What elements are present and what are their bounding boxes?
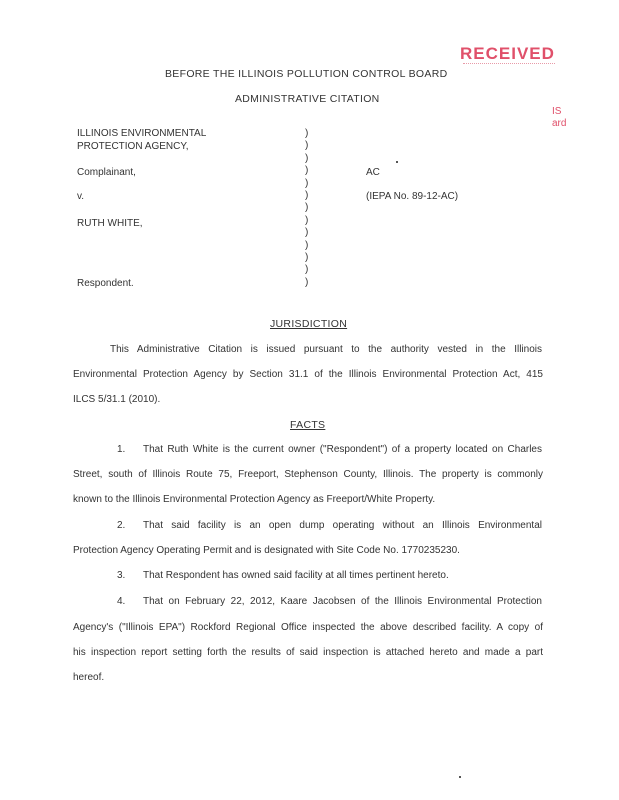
speck <box>459 776 461 778</box>
fact-line: That said facility is an open dump operating without an Illinois Environmental <box>143 520 542 531</box>
respondent-label: Respondent. <box>77 278 134 289</box>
fact-line: known to the Illinois Environmental Protection Agency as Freeport/White Property. <box>73 494 436 505</box>
respondent-name: RUTH WHITE, <box>77 218 143 229</box>
fact-number: 1. <box>117 444 126 455</box>
stamp-underline <box>463 63 555 67</box>
paren: ) <box>305 202 309 214</box>
paren: ) <box>305 214 309 226</box>
complainant-name-line1: ILLINOIS ENVIRONMENTAL <box>77 128 207 139</box>
case-number: (IEPA No. 89-12-AC) <box>366 191 459 202</box>
speck <box>396 161 398 163</box>
paren: ) <box>305 152 309 164</box>
paren: ) <box>305 190 309 202</box>
case-code: AC <box>366 167 380 178</box>
fact-number: 3. <box>117 570 126 581</box>
facts-heading: FACTS <box>290 419 326 431</box>
paren: ) <box>305 177 309 189</box>
caption-paren-column <box>305 128 313 289</box>
document-type-heading: ADMINISTRATIVE CITATION <box>235 93 380 105</box>
board-heading: BEFORE THE ILLINOIS POLLUTION CONTROL BOARD <box>165 68 448 80</box>
jurisdiction-line: ILCS 5/31.1 (2010). <box>73 394 161 405</box>
complainant-name-line2: PROTECTION AGENCY, <box>77 141 189 152</box>
fact-number: 2. <box>117 520 126 531</box>
fact-line: That Respondent has owned said facility at all times pertinent hereto. <box>143 570 449 581</box>
stamp-side-text <box>552 106 582 130</box>
fact-line: Agency's ("Illinois EPA") Rockford Regional Office inspected the above described facility. A copy of <box>73 622 543 633</box>
paren: ) <box>305 128 309 139</box>
paren: ) <box>305 276 309 288</box>
stamp-side-line: IS <box>552 106 562 117</box>
fact-line: That Ruth White is the current owner ("Respondent") of a property located on Charles <box>143 444 542 455</box>
paren: ) <box>305 264 309 276</box>
jurisdiction-line: This Administrative Citation is issued pursuant to the authority vested in the Illinois <box>110 344 542 355</box>
paren: ) <box>305 227 309 239</box>
fact-number: 4. <box>117 596 126 607</box>
fact-line: Protection Agency Operating Permit and is designated with Site Code No. 1770235230. <box>73 545 460 556</box>
jurisdiction-heading: JURISDICTION <box>270 318 348 330</box>
fact-line: his inspection report setting forth the results of said inspection is attached hereto and made a part <box>73 647 543 658</box>
fact-line: hereof. <box>73 672 105 683</box>
versus-label: v. <box>77 191 85 202</box>
jurisdiction-line: Environmental Protection Agency by Section 31.1 of the Illinois Environmental Protection Act, 415 <box>73 369 543 380</box>
complainant-label: Complainant, <box>77 167 136 178</box>
paren: ) <box>305 165 309 177</box>
paren: ) <box>305 239 309 251</box>
fact-line: That on February 22, 2012, Kaare Jacobsen of the Illinois Environmental Protection <box>143 596 542 607</box>
paren: ) <box>305 140 309 152</box>
paren: ) <box>305 252 309 264</box>
received-stamp: RECEIVED <box>460 44 555 63</box>
stamp-side-line: ard <box>552 118 567 129</box>
fact-line: Street, south of Illinois Route 75, Freeport, Stephenson County, Illinois. The property is commonly <box>73 469 543 480</box>
